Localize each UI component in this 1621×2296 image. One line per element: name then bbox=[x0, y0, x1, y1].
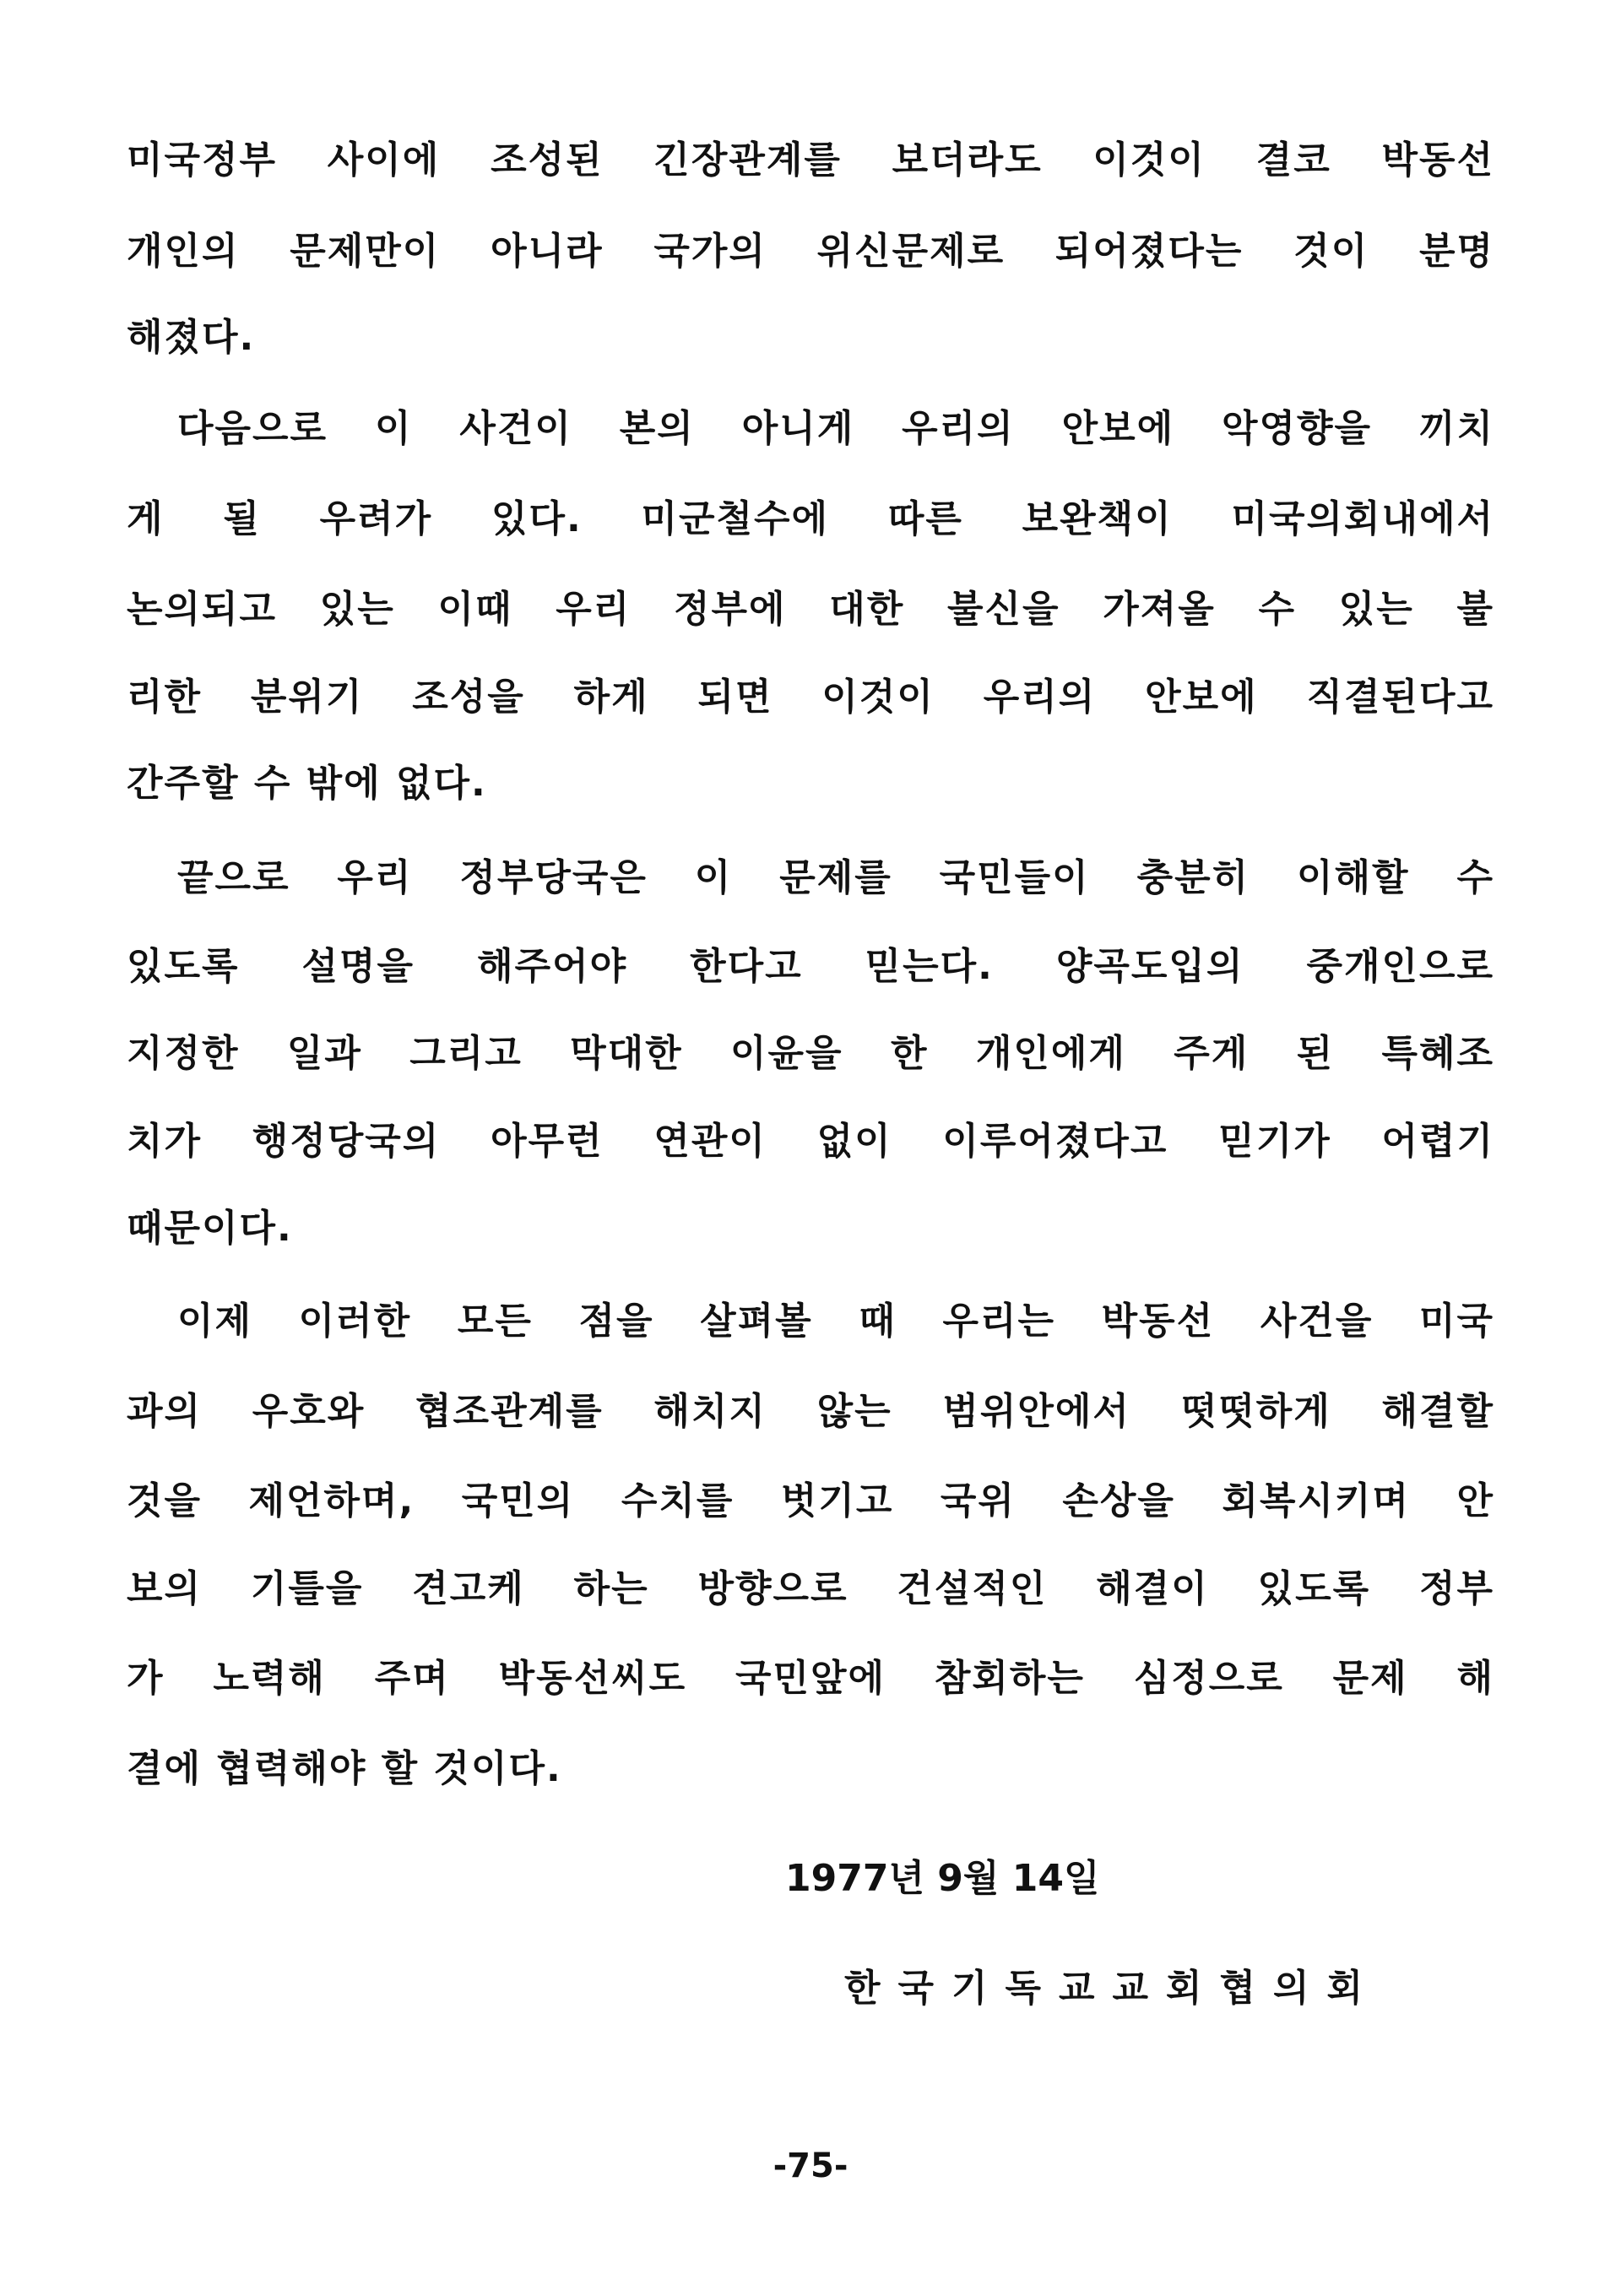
text-line: 논의되고 있는 이때 우리 정부에 대한 불신을 가져올 수 있는 불 bbox=[127, 588, 1494, 631]
text-line: 과의 우호와 협조관계를 해치지 않는 범위안에서 떳떳하게 해결할 bbox=[127, 1390, 1494, 1433]
document-date: 1977년 9월 14일 bbox=[785, 1857, 1100, 1900]
text-line: 해졌다. bbox=[127, 316, 256, 359]
text-line: 있도록 설명을 해주어야 한다고 믿는다. 양곡도입의 중개인으로 bbox=[127, 945, 1494, 988]
text-line: 때문이다. bbox=[127, 1207, 293, 1250]
text-line: 것을 제언하며, 국민의 수치를 벗기고 국위 손상을 회복시키며 안 bbox=[127, 1479, 1494, 1523]
organization-name: 한국기독교교회협의회 bbox=[844, 1967, 1381, 2010]
text-line: 이제 이러한 모든 점을 살펴볼 때 우리는 박동선 사건을 미국 bbox=[177, 1300, 1494, 1343]
text-line: 미국정부 사이에 조성된 긴장관계를 보더라도 이것이 결코 박동선 bbox=[127, 138, 1494, 182]
text-line: 결에 협력해야 할 것이다. bbox=[127, 1747, 562, 1790]
text-line: 게 될 우려가 있다. 미군철수에 따른 보완책이 미국의회내에서 bbox=[127, 497, 1494, 540]
text-line: 리한 분위기 조성을 하게 되면 이것이 우리의 안보에 직결된다고 bbox=[127, 676, 1494, 719]
page-number: -75- bbox=[773, 2147, 848, 2185]
text-line: 개인의 문제만이 아니라 국가의 위신문제로 되어졌다는 것이 분명 bbox=[127, 230, 1494, 273]
text-line: 가 노력해 주며 박동선씨도 국민앞에 참회하는 심정으로 문제 해 bbox=[127, 1657, 1494, 1700]
text-line: 보의 기틀을 견고케 하는 방향으로 건설적인 해결이 있도록 정부 bbox=[127, 1567, 1494, 1610]
text-line: 간주할 수 밖에 없다. bbox=[127, 762, 487, 805]
text-line: 치가 행정당국의 아무런 연관이 없이 이루어졌다고 믿기가 어렵기 bbox=[127, 1120, 1494, 1163]
text-line: 다음으로 이 사건이 본의 아니게 우리의 안보에 악영향을 끼치 bbox=[177, 407, 1494, 450]
text-line: 지정한 일과 그리고 막대한 이윤을 한 개인에게 주게 된 특혜조 bbox=[127, 1032, 1494, 1075]
text-line: 끝으로 우리 정부당국은 이 문제를 국민들이 충분히 이해할 수 bbox=[177, 856, 1494, 899]
